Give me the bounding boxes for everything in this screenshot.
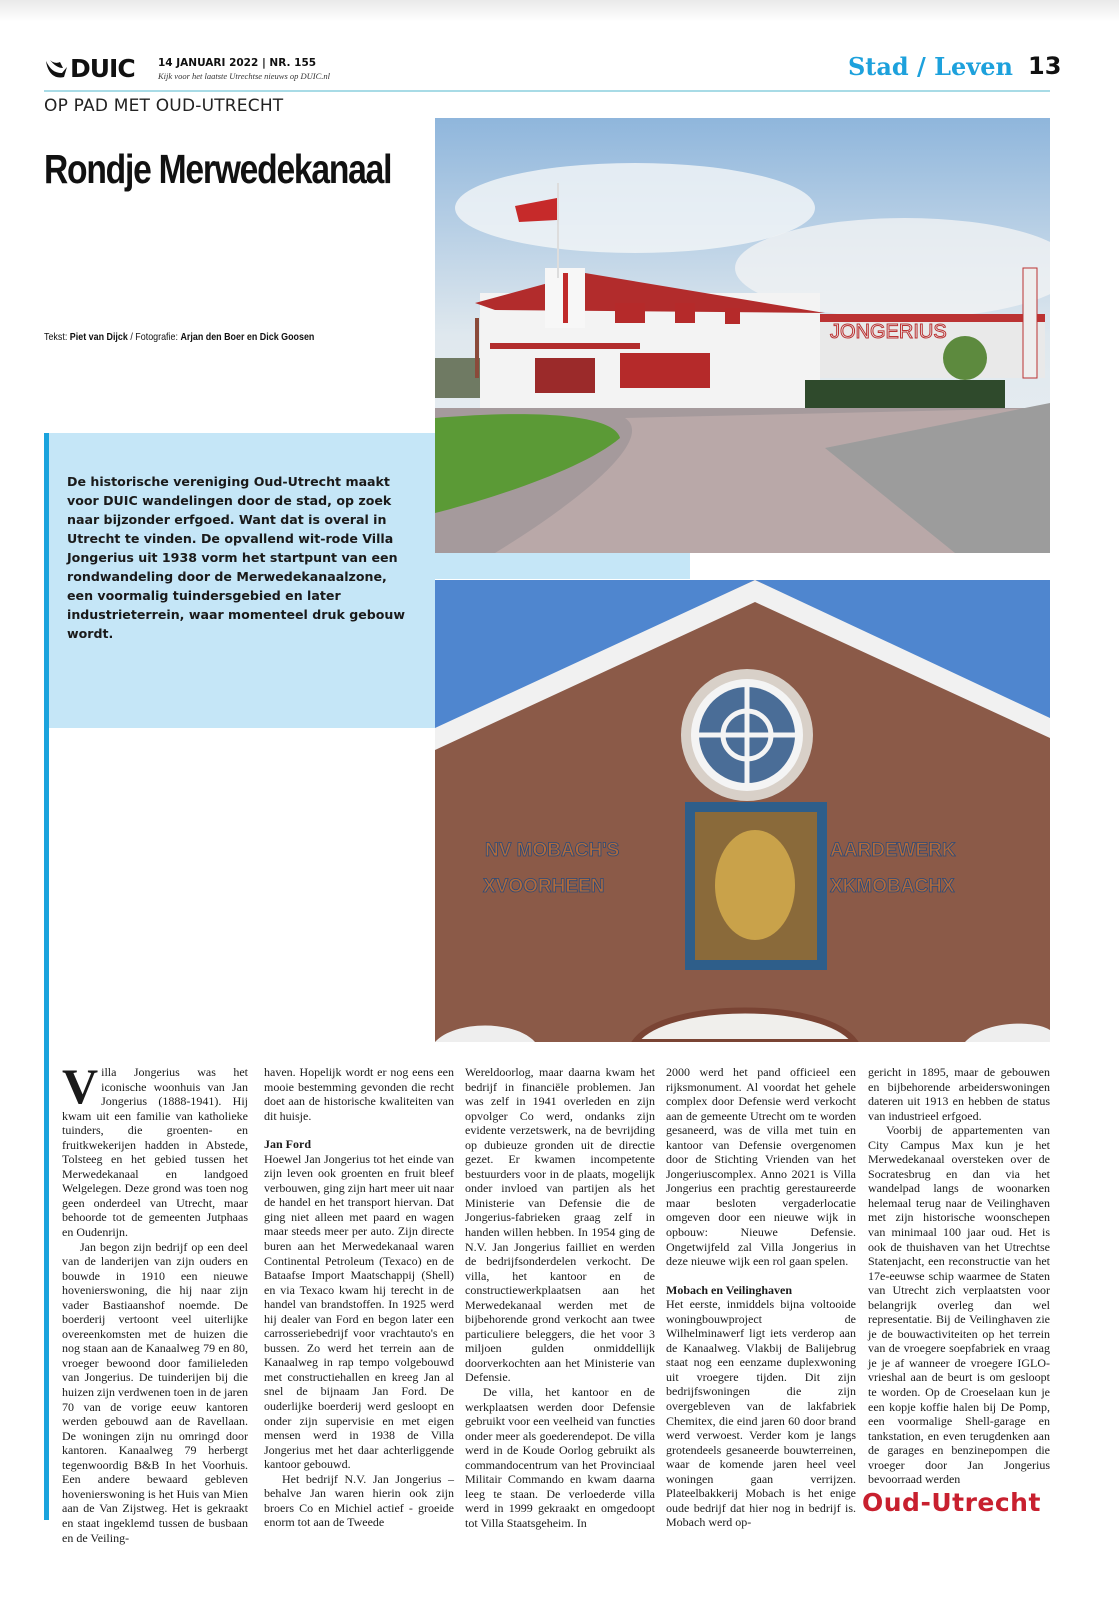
paragraph: gericht in 1895, maar de gebouwen en bijbehorende arbeiderswoningen dateren uit 1913 en hebben de status van industrieel erfgoed. [868, 1065, 1050, 1123]
intro-text: De historische vereniging Oud-Utrecht maakt voor DUIC wandelingen door de stad, op zoek naar bijzonder erfgoed. Want dat is overal in Utrecht te vinden. De opvallend wit-rode Villa Jongerius uit 1938 vorm het startpunt van een rondwandeling door de Merwedekanaalzone, een voormalig tuindersgebied en later industrieterrein, waar momenteel druk gebouw wordt. [67, 474, 406, 641]
accent-bar [44, 433, 49, 1520]
paragraph: 2000 werd het pand officieel een rijksmonument. Al voordat het gehele complex door Defensie werd verkocht aan de gemeente Utrecht om te worden gesaneerd, was de villa met tuin en kantoor van Defensie overgenomen door de Stichting Vrienden van het Jongeriuscomplex. Anno 2021 is Villa Jongerius een prachtig gerestaureerde maar besloten vergaderlocatie omgeven door een nieuwe wijk in opbouw: Nieuwe Defensie. Ongetwijfeld zal Villa Jongerius in deze nieuwe wijk een rol gaan spelen. [666, 1065, 856, 1269]
page-number: 13 [1028, 52, 1062, 80]
photo-label: Fotografie: [135, 331, 178, 343]
tile-text-right-2: XKMOBACHX [830, 876, 955, 897]
article-column-3 [465, 1065, 655, 1531]
paragraph: De villa, het kantoor en de werkplaatsen werden door Defensie gebruikt voor een veelheid van functies onder meer als goederendepot. De villa werd in de Koude Oorlog gebruikt als commandocentrum van het Provinciaal Militair Commando en kwam daarna leeg te staan. De verloederde villa werd in 1999 gekraakt en omgedoopt tot Villa Staatsgeheim. In [465, 1385, 655, 1530]
paragraph: Het bedrijf N.V. Jan Jongerius – behalve Jan waren hierin ook zijn broers Co en Michiel actief - groeide enorm tot aan de Tweede [264, 1471, 454, 1530]
section-text: Stad / Leven [847, 52, 1013, 81]
article-column-5 [868, 1065, 1050, 1487]
tile-text-right-1: AARDEWERK [830, 840, 956, 861]
subheading: Jan Ford [264, 1137, 312, 1152]
drop-cap: V [62, 1058, 99, 1114]
byline-label: Tekst: [44, 331, 68, 343]
paragraph [62, 1058, 248, 1240]
subheading: Mobach en Veilinghaven [666, 1282, 793, 1297]
tagline: Kijk voor het laatste Utrechtse nieuws op DUIC.nl [158, 71, 331, 81]
photo-mobach-facade [435, 580, 1050, 1042]
photo-villa-jongerius [435, 118, 1050, 553]
paragraph-text: illa Jongerius was het iconische woonhuis van Jan Jongerius (1888-1941). Hij kwam uit een familie van katholieke tuinders, die groenten- en fruitkwekerijen hadden in Abstede, Tolsteeg en het gebied tussen het Merwedekanaal en landgoed Welgelegen. Deze grond was toen nog geen onderdeel van Utrecht, maar behoorde tot de gemeenten Jutphaas en Oudenrijn. [62, 1065, 248, 1240]
tile-text-left-2: XVOORHEEN [483, 876, 605, 897]
section-label [848, 52, 1049, 81]
oud-utrecht-logo: Oud-Utrecht [862, 1488, 1041, 1517]
tile-text-left-1: NV MOBACH'S [485, 840, 620, 861]
pigeon-icon [44, 59, 68, 79]
header-rule [44, 90, 1050, 92]
article-column-1 [62, 1058, 248, 1545]
duic-logo [44, 54, 135, 83]
kicker: OP PAD MET OUD-UTRECHT [44, 96, 284, 116]
paragraph: Het eerste, inmiddels bijna voltooide woningbouwproject de Wilhelminawerf ligt iets verderop aan de Kanaalweg. Vlakbij de Balijebrug staat nog een eenzame duplexwoning uit vroegere tijden. Dit zijn bedrijfswoningen die zijn overgebleven van de lakfabriek Chemitex, die eind jaren 60 door brand werd verwoest. Verder kom je langs grotendeels gesaneerde bouwterreinen, waar de komende jaren heel veel woningen gaan verrijzen. Plateelbakkerij Mobach is het enige oude bedrijf dat hier nog in bedrijf is. Mobach werd op- [666, 1297, 856, 1530]
author: Piet van Dijck [69, 331, 128, 343]
article-column-2 [264, 1065, 454, 1530]
jongerius-sign: JONGERIUS [830, 321, 947, 343]
byline-separator: / [130, 331, 133, 343]
paragraph: Voorbij de appartementen van City Campus Max kun je het Merwedekanaal oversteken over de Socratesbrug en dan via het wandelpad langs de woonarken helemaal terug naar de Veilinghaven met zijn historische woonschepen van minimaal 100 jaar oud. Het is ook de thuishaven van het Utrechtse Statenjacht, een reconstructie van het 17e-eeuwse schip waarmee de Staten van Utrecht zich verplaatsten voor belangrijk overleg dan wel representatie. Bij de Veilinghaven zie je de bouwactiviteiten op het terrein van de vroegere soepfabriek en vraag je je af wanneer de vroegere IGLO-vrieshal aan de beurt is om gesloopt te worden. Op de Croeselaan kun je een kopje koffie halen bij De Pomp, een voormalige Shell-garage en tankstation, en even terugdenken aan de garages en benzinepompen die vroeger door Jan Jongerius bevoorraad werden [868, 1123, 1050, 1487]
paragraph: haven. Hopelijk wordt er nog eens een mooie bestemming gevonden die recht doet aan de historische kwaliteiten van dit huisje. [264, 1065, 454, 1123]
logo-text: DUIC [70, 54, 135, 83]
issue-date: 14 JANUARI 2022 | NR. 155 [158, 57, 317, 69]
paragraph: Wereldoorlog, maar daarna kwam het bedrijf in financiële problemen. Jan was zelf in 1941 overleden en zijn opvolger Co werd, ondanks zijn evidente verzetswerk, na de bevrijding op dubieuze gronden uit de directie gezet. Er kwamen incompetente bestuurders voor in de plaats, mogelijk onder invloed van partijen als het Ministerie van Defensie die de Jongerius-fabrieken graag zelf in handen willen hebben. In 1954 ging de N.V. Jan Jongerius failliet en werden de bedrijfsonderdelen verkocht. De villa, het kantoor en de constructiewerkplaatsen aan het Merwedekanaal werden met de bijbehorende grond verkocht aan twee particuliere beleggers, die het voor 3 miljoen gulden onmiddellijk doorverkochten aan het Ministerie van Defensie. [465, 1065, 655, 1385]
byline [44, 331, 314, 343]
paragraph: Hoewel Jan Jongerius tot het einde van zijn leven ook groenten en fruit bleef verbouwen, ging zijn hart meer uit naar de handel en het transport hiervan. Dat ging niet alleen met paard en wagen maar steeds meer per auto. Zijn directe buren aan het Merwedekanaal waren Continental Petroleum (Texaco) en de Bataafse Import Maatschappij (Shell) en via Texaco kwam hij terecht in de handel van brandstoffen. In 1925 werd hij dealer van Ford en begon later een carrosseriebedrijf voor vrachtauto's en bussen. Zo werd het terrein aan de Kanaalweg in rap tempo volgebouwd met constructiehallen en kreeg Jan al snel de bijnaam Jan Ford. De ouderlijke boerderij werd gesloopt en onder zijn supervisie en met eigen mensen werd in 1938 de Villa Jongerius met het daar achterliggende kantoor gebouwd. [264, 1151, 454, 1472]
photographers: Arjan den Boer en Dick Goosen [180, 331, 315, 343]
article-column-4 [666, 1065, 856, 1530]
article-title: Rondje Merwedekanaal [44, 146, 392, 192]
intro-strip [435, 553, 690, 579]
page-top-shade [0, 0, 1119, 22]
paragraph: Jan begon zijn bedrijf op een deel van de landerijen van zijn ouders en bouwde in 1910 een nieuwe hovenierswoning, die hij naar zijn vader Bastiaanshof noemde. De boerderij vertoont veel uiterlijke overeenkomsten met de huizen die nog staan aan de Kanaalweg 79 en 80, vroeger bewoond door familieleden van Jongerius. De tuinderijen bij die huizen zijn verdwenen toen in de jaren 70 van de vorige eeuw kantoren werden gebouwd aan de Ravellaan. De woningen zijn nu omringd door kantoren. Kanaalweg 79 herbergt tegenwoordig B&B In het Voorhuis. Een andere bewaard gebleven hovenierswoning is het Huis van Mien aan de Van Zijstweg. Het is gekraakt en staat ingeklemd tussen de busbaan en de Veiling- [62, 1239, 248, 1545]
